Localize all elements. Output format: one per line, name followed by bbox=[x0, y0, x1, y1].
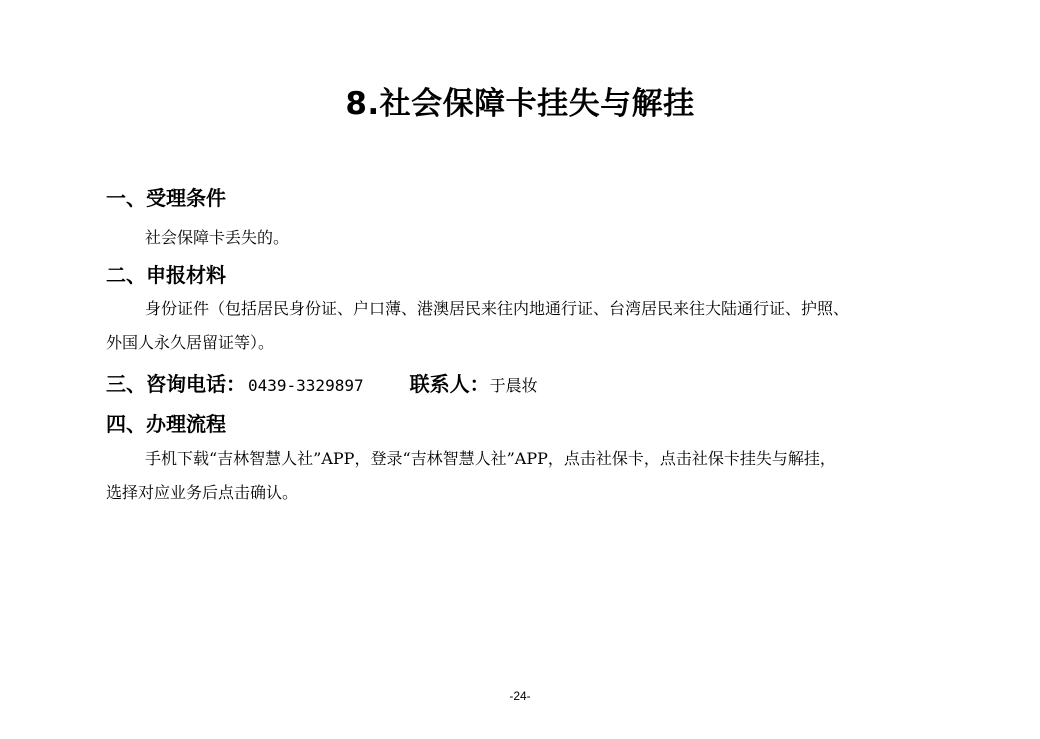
section-text-process-line-1: 手机下载“吉林智慧人社”APP，登录“吉林智慧人社”APP，点击社保卡，点击社保卡挂失与解挂， bbox=[145, 449, 836, 468]
section-text-process-line-2: 选择对应业务后点击确认。 bbox=[106, 483, 299, 502]
section-heading-acceptance-conditions: 一、受理条件 bbox=[106, 186, 226, 210]
section-heading-application-materials: 二、申报材料 bbox=[106, 263, 226, 287]
document-title: 8.社会保障卡挂失与解挂 bbox=[345, 86, 695, 122]
section-text-application-materials-line-1: 身份证件（包括居民身份证、户口薄、港澳居民来往内地通行证、台湾居民来往大陆通行证、护照、 bbox=[145, 299, 850, 318]
contact-person-name: 于晨妆 bbox=[489, 376, 538, 395]
consultation-phone-label: 三、咨询电话： bbox=[106, 372, 246, 396]
page-number: -24- bbox=[509, 689, 531, 703]
section-heading-consultation-phone bbox=[106, 370, 538, 400]
section-text-acceptance-conditions: 社会保障卡丢失的。 bbox=[145, 228, 290, 247]
section-text-application-materials-line-2: 外国人永久居留证等）。 bbox=[106, 333, 275, 352]
consultation-phone-number: 0439-3329897 bbox=[248, 376, 364, 395]
contact-person-label: 联系人： bbox=[409, 372, 490, 396]
section-heading-process: 四、办理流程 bbox=[106, 412, 226, 436]
